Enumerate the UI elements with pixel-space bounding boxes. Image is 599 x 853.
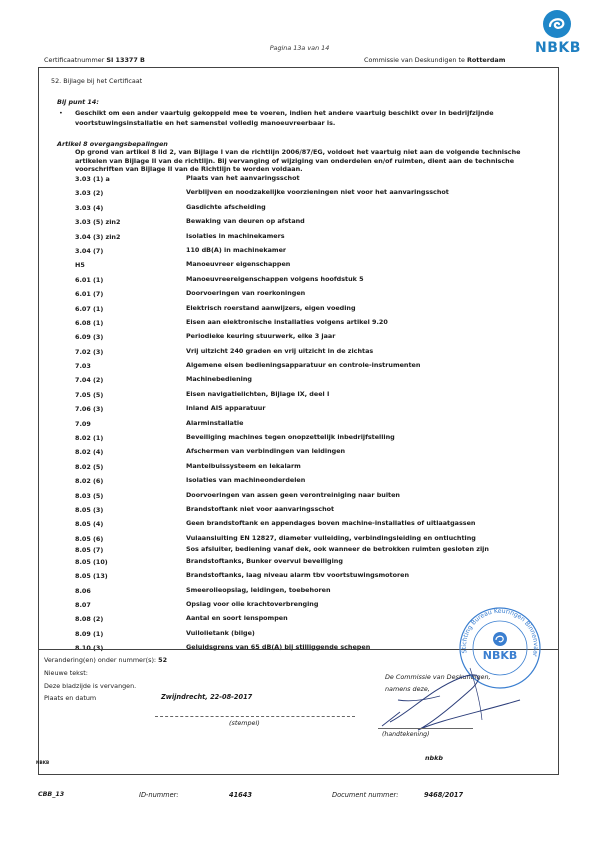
artikel-description: Brandstoftanks, Bunker overvul beveiliging <box>186 556 343 565</box>
nieuwe-tekst-label: Nieuwe tekst: <box>44 669 88 677</box>
artikel-code: 7.03 <box>75 362 91 371</box>
bij-punt-text: Geschikt om een ander vaartuig gekoppeld mee te voeren, indien het andere vaartuig beschikt over in bedrijfzijnde voortstuwingsinstallatie en het samenstel volledig manoeuvreerbaar is. <box>75 109 494 127</box>
artikel-code: 8.02 (1) <box>75 434 104 443</box>
page-number: Pagina 13a van 14 <box>269 44 330 52</box>
artikel-row <box>75 276 545 284</box>
artikel-code: 3.04 (3) zin2 <box>75 232 121 241</box>
artikel-row <box>75 587 545 595</box>
artikel-code: 3.03 (4) <box>75 203 104 212</box>
artikel-description: Manoeuvreer eigenschappen <box>186 260 291 269</box>
artikel-row <box>75 420 545 428</box>
artikel-description: Eisen aan elektronische installaties volgens artikel 9.20 <box>186 317 388 326</box>
artikel-row <box>75 546 545 554</box>
handtekening-line <box>378 728 473 729</box>
stempel-line <box>155 716 355 717</box>
commissie-prefix: Commissie van Deskundigen te <box>364 56 465 64</box>
artikel-code: 7.05 (5) <box>75 390 104 399</box>
commissie-header <box>364 56 505 64</box>
artikel-row <box>75 492 545 500</box>
artikel-description: Vrij uitzicht 240 graden en vrij uitzicht in de zichtas <box>186 346 374 355</box>
artikel-row <box>75 204 545 212</box>
artikel-code: 6.01 (1) <box>75 275 104 284</box>
id-value: 41643 <box>229 791 252 799</box>
artikel-row <box>75 290 545 298</box>
logo-text: NBKB <box>535 40 581 56</box>
artikel-row <box>75 189 545 197</box>
artikel-code: 8.05 (3) <box>75 505 104 514</box>
artikel-code: 8.02 (4) <box>75 448 104 457</box>
artikel-description: Vulaansluiting EN 12827, diameter vulleiding, verbindingsleiding en ontluchting <box>186 533 476 542</box>
artikel-row <box>75 233 545 241</box>
artikel-code: 3.03 (5) zin2 <box>75 218 121 227</box>
stempel-label: (stempel) <box>229 719 260 727</box>
artikel-description: 110 dB(A) in machinekamer <box>186 245 287 254</box>
verandering-line <box>44 656 167 664</box>
artikel-row <box>75 362 545 370</box>
artikel-description: Opslag voor olie krachtoverbrenging <box>186 599 319 608</box>
artikel-row <box>75 506 545 514</box>
artikel-row <box>75 247 545 255</box>
artikel-row <box>75 448 545 456</box>
document-label: Document nummer: <box>332 791 399 799</box>
artikel-description: Aantal en soort lenspompen <box>186 614 288 623</box>
certificate-number <box>44 56 145 64</box>
artikel-description: Vuilolietank (bilge) <box>186 628 255 637</box>
artikel-code: 7.09 <box>75 419 91 428</box>
artikel-code: 7.06 (3) <box>75 405 104 414</box>
artikel-row <box>75 175 545 183</box>
artikel-code: 8.02 (6) <box>75 477 104 486</box>
plaats-value: Zwijndrecht, 22-08-2017 <box>161 693 253 701</box>
artikel-code: 8.06 <box>75 586 91 595</box>
plaats-label: Plaats en datum <box>44 694 97 702</box>
artikel-description: Periodieke keuring stuurwerk, elke 3 jaar <box>186 332 336 341</box>
artikel-code: 8.05 (10) <box>75 557 108 566</box>
artikel-row <box>75 218 545 226</box>
artikel-code: 3.03 (1) a <box>75 175 110 183</box>
artikel-description: Geluidsgrens van 65 dB(A) bij stilliggende schepen <box>186 643 371 652</box>
artikel-description: Machinebediening <box>186 375 252 384</box>
tiny-nbkb: NBKB <box>36 760 50 765</box>
nbkb-logo <box>525 10 591 58</box>
artikel-code: 7.02 (3) <box>75 347 104 356</box>
commissie-city: Rotterdam <box>466 56 506 64</box>
document-value: 9468/2017 <box>424 791 464 799</box>
artikel-description: Doorvoeringen van assen geen verontreiniging naar buiten <box>186 490 400 499</box>
section-title: 52. Bijlage bij het Certificaat <box>51 77 143 85</box>
artikel-code: 8.07 <box>75 600 91 609</box>
artikel-row <box>75 434 545 442</box>
logo-swirl-icon <box>543 10 571 38</box>
artikel-description: Manoeuvreereigenschappen volgens hoofdstuk 5 <box>186 274 364 283</box>
artikel-description: Elektrisch roerstand aanwijzers, eigen voeding <box>186 303 356 312</box>
artikel-code: 6.08 (1) <box>75 318 104 327</box>
verandering-value: 52 <box>158 656 168 664</box>
artikel-description: Brandstoftank niet voor aanvaringsschot <box>186 504 335 513</box>
artikel-row <box>75 520 545 528</box>
bij-punt-heading: Bij punt 14: <box>57 98 99 106</box>
artikel-description: Bewaking van deuren op afstand <box>186 217 305 226</box>
verandering-label: Verandering(en) onder nummer(s): <box>44 656 157 664</box>
artikel-code: 8.10 (3) <box>75 644 104 653</box>
artikel-code: H5 <box>75 261 85 270</box>
artikel-code: 8.08 (2) <box>75 615 104 624</box>
artikel-code: 8.09 (1) <box>75 629 104 638</box>
artikel-description: Isolaties in machinekamers <box>186 231 285 240</box>
artikel-description: Mantelbuissysteem en lekalarm <box>186 461 301 470</box>
artikel-row <box>75 572 545 580</box>
stamp-ring-text: Stichting Bureau Keuringen Binnenvaar <box>460 607 540 658</box>
artikel-row <box>75 477 545 485</box>
artikel-row <box>75 333 545 341</box>
commissie-line2: namens deze, <box>385 685 430 693</box>
artikel-code: 3.03 (2) <box>75 189 104 198</box>
artikel-row <box>75 463 545 471</box>
artikel-description: Sos afsluiter, bediening vanaf dek, ook wanneer de betrokken ruimten gesloten zijn <box>186 545 489 554</box>
artikel-description: Alarminstallatie <box>186 418 244 427</box>
artikel-description: Brandstoftanks, laag niveau alarm tbv voortstuwingsmotoren <box>186 571 410 580</box>
artikel-code: 7.04 (2) <box>75 376 104 385</box>
commissie-line1: De Commissie van Deskundigen, <box>385 673 491 681</box>
cert-number-value: SI 13377 B <box>106 56 145 64</box>
artikel-description: Eisen navigatielichten, Bijlage IX, deel I <box>186 389 330 398</box>
artikel-row <box>75 261 545 269</box>
artikel-description: Verblijven en noodzakelijke voorzieningen niet voor het aanvaringsschot <box>186 188 449 197</box>
artikel-code: 8.05 (7) <box>75 546 104 555</box>
artikel-code: 8.05 (6) <box>75 534 104 543</box>
artikel-list <box>75 175 545 652</box>
artikel-code: 8.03 (5) <box>75 491 104 500</box>
artikel-description: Beveiliging machines tegen onopzettelijk inbedrijfstelling <box>186 433 395 442</box>
artikel-row <box>75 405 545 413</box>
artikel-description: Inland AIS apparatuur <box>186 404 266 413</box>
artikel-description: Doorvoeringen van roerkoningen <box>186 289 306 298</box>
bullet-icon: • <box>59 109 63 117</box>
artikel8-heading: Artikel 8 overgangsbepalingen <box>57 140 168 148</box>
artikel-code: 8.02 (5) <box>75 462 104 471</box>
artikel-row <box>75 305 545 313</box>
artikel-row <box>75 376 545 384</box>
artikel-code: 8.05 (4) <box>75 520 104 529</box>
artikel-description: Geen brandstoftank en appendages boven machine-installaties of uitlaatgassen <box>186 519 476 528</box>
artikel-description: Isolaties van machineonderdelen <box>186 476 306 485</box>
artikel-code: 6.07 (1) <box>75 304 104 313</box>
artikel-row <box>75 535 545 543</box>
artikel-code: 3.04 (7) <box>75 246 104 255</box>
artikel-row <box>75 558 545 566</box>
artikel-code: 6.01 (7) <box>75 290 104 299</box>
footer-nbkb: nbkb <box>425 754 443 762</box>
artikel-row <box>75 319 545 327</box>
handtekening-label: (handtekening) <box>382 731 430 738</box>
artikel-description: Plaats van het aanvaringsschot <box>186 174 300 182</box>
artikel-row <box>75 348 545 356</box>
artikel-code: 6.09 (3) <box>75 333 104 342</box>
vervangen-text: Deze bladzijde is vervangen. <box>44 682 137 690</box>
artikel-description: Algemene eisen bedieningsapparatuur en controle-instrumenten <box>186 361 421 370</box>
artikel-code: 8.05 (13) <box>75 572 108 581</box>
artikel-row <box>75 391 545 399</box>
artikel-description: Smeerolieopslag, leidingen, toebehoren <box>186 585 331 594</box>
artikel-description: Gasdichte afscheiding <box>186 202 266 211</box>
artikel-description: Afschermen van verbindingen van leidingen <box>186 447 346 456</box>
artikel8-intro: Op grond van artikel 8 lid 2, van Bijlage I van de richtlijn 2006/87/EG, voldoet het vaartuig niet aan de volgende technische artikelen van Bijlage II van de richtlijn. Bij vervanging of wijziging van onderdelen en/of ruimten, dient aan de technische voorschriften van Bijlage II van de Richtlijn te worden voldaan. <box>75 148 521 174</box>
cbb-code: CBB_13 <box>38 791 65 798</box>
id-label: ID-nummer: <box>139 791 179 799</box>
stamp-logo-text: NBKB <box>482 649 518 662</box>
cert-label: Certificaatnummer <box>44 56 105 64</box>
